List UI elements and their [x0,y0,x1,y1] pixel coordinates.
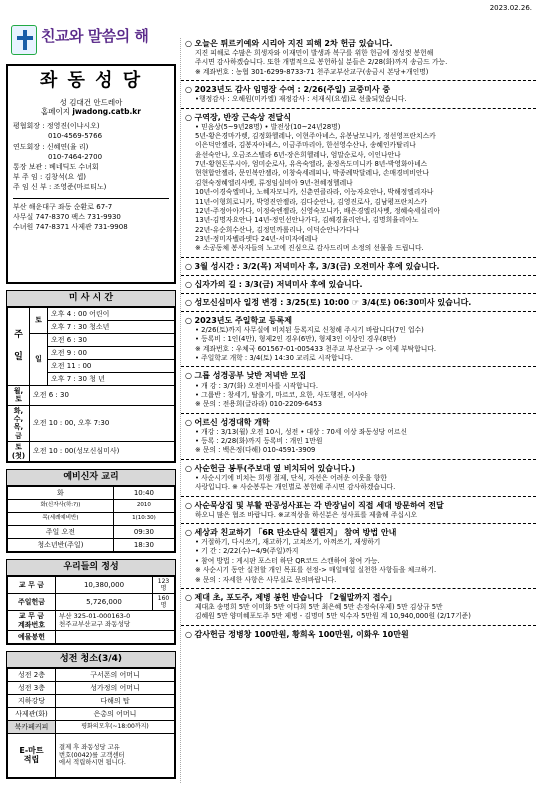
mass-time: 오전 9 : 00 [48,346,175,359]
weekday-time: 오전 10 : 00(성모신심미사) [30,442,175,462]
notice-line: ※ 사순시기 동안 실천할 개인 목표를 선정-> 매일매일 실천한 사항들을 체크하기. [195,566,437,575]
bulletin-header [6,22,206,58]
day-label: 토 [30,307,48,333]
weekday-label: 화,수, 목,금 [8,405,30,442]
notice-divider [181,293,536,294]
cleaning-group: 구서폰의 어머니 [56,668,175,681]
mass-time: 오후 7 : 30 청 년 [48,372,175,385]
notice-line: • 2/26(토)까지 사무실에 비치된 등록지로 신청해 주시기 바랍니다(7인 업수) [195,325,424,334]
class-time: 10:40 [113,486,174,499]
emart-info: 결제 후 좌동성당 고유 번호(0042)를 고객센터 에서 적립하시면 됩니다. [56,733,175,777]
notice-line: 주시면 감사하겠습니다. 또한 개별적으로 봉헌하실 분들은 2/28(화)까지 송금드 가능. [195,58,448,67]
class-time: 1(10:30) [113,512,174,525]
notice-title: ○ 사순묵상집 및 부활 판공성사표는 각 반장님이 직접 세대 방문하여 전달 [185,500,532,511]
notice-item [181,315,536,364]
notice-line: 하오니 많은 협조 바랍니다. ※교적상을 하신분은 성사표를 제출해 주십시오 [195,510,418,519]
notice-line: 7년-황현돈루시아, 엄미순로사, 유옥숙엘라, 윤정옥도미니카 8년-박영화아녜스 [195,160,428,169]
parish-info-box [6,64,176,284]
mass-times-section [6,290,176,463]
section-title: 성전 청소(3/4) [7,652,175,668]
notice-line: 지진 피해로 수많은 희생자와 이재민이 발생과 복구를 위한 헌금에 정성껏 봉헌해 [195,49,434,58]
notice-title: ○ 감사헌금 정병창 100만원, 황희옥 100만원, 이화우 10만원 [185,629,532,640]
notice-divider [181,496,536,497]
weekday-time: 오전 6 : 30 [30,385,175,405]
address-block [13,198,169,232]
notice-divider [181,459,536,460]
notice-line: • 등록비 : 1인(4만), 형제2인 경우(6만), 형제3인 이상인 경우(8만) [195,335,397,344]
notice-item [181,417,536,456]
notice-divider [181,311,536,312]
account-label: 교 무 금 계좌번호 [8,611,56,631]
cleaning-group: 은총의 어머니 [56,707,175,720]
offering-amount: 5,726,000 [56,593,153,610]
section-title: 우리들의 정성 [7,560,175,576]
notice-divider [181,80,536,81]
notice-divider [181,523,536,524]
left-column [6,64,176,779]
staff-line: 부 주 임 : 김창석(요 셉) [13,172,87,181]
notice-item [181,297,536,308]
notice-line: 이은덕안젤라, 김봉자아녜스, 이금주마리아, 한선영수산나, 송혜인카탈리나 [195,141,416,150]
notice-title: ○ 2023년도 감사 임명장 수여 : 2/26(주일) 교중미사 중 [185,84,532,95]
address-line: 수녀원 747-8371 사제관 731-9908 [13,223,128,232]
class-name: 화 [8,486,114,499]
bulletin-date: 2023.02.26. [489,4,532,12]
notice-item [181,629,536,640]
offering-count: 123명 [153,576,175,593]
notice-divider [181,366,536,367]
account-number: 부산 325-01-000163-0 천주교부산교구 좌동성당 [56,611,175,631]
notice-title: ○ 성모신심미사 일정 변경 : 3/25(토) 10:00 ☞ 3/4(토) 06:30미사 있습니다. [185,297,532,308]
notice-title: ○ 사순헌금 봉투(주보대 옆 비치되어 있습니다.) [185,463,532,474]
notice-title: ○ 3월 성시간 : 3/2(목) 저녁미사 후, 3/3(금) 오전미사 후에 있습니다. [185,261,532,272]
offering-label: 교 무 금 [8,576,56,593]
notice-line: ※ 계좌번호 : 우체국 601567-01-005433 천주교 부산교구 -> 이제 부탁합니다. [195,344,437,353]
notice-item [181,527,536,585]
cleaning-area: 지하강당 [8,694,56,707]
notice-line: 10년-이경숙엘비나, 노혜자모니카, 신춘연클라라, 이능자요안나, 박해정엘리자나 [195,188,434,197]
notice-line: 현현합안젤라, 문인복안젤라, 이창숙세레피나, 박종례막달레나, 손매경비비안나 [195,169,429,178]
notice-line: 22년-유순희수산나, 김정민까롤리나, 이덕순안나가다나 [195,225,360,234]
notice-title: ○ 제대 초, 포도주, 제병 봉헌 받습니다 「2월말까지 접수」 [185,592,532,603]
section-title: 예비신자 교리 [7,470,175,486]
catechumen-section [6,469,176,553]
notice-item [181,279,536,290]
notice-line: ※ 문의 : 전용희(글라라) 010-2209-6453 [195,400,322,409]
mass-time: 오후 4 : 00 어린이 [48,307,175,320]
notice-item [181,370,536,409]
staff-line: 주 임 신 부 : 조영준(마르티노) [13,182,107,191]
cross-logo-icon [11,25,37,55]
address-line: 부산 해운대구 좌동 순환로 67-7 [13,203,113,211]
notice-line: ※ 문의 : 백은정(다해) 010-4591-3909 [195,446,316,455]
homepage: 홈페이지 jwadong.catb.kr [40,106,141,116]
notice-item [181,592,536,622]
class-time: 2010 [113,499,174,512]
notice-line: 김현숙정혜엘리사벳, 류정임실비아 9년-천혜정헬레나 [195,178,353,187]
notice-line: ※ 계좌번호 : 농협 301-6299-8733-71 천주교부산교구(송금시 본당+개인명) [195,67,429,76]
mass-time: 오전 6 : 30 [48,333,175,346]
notice-line: • 개 강 : 3/7(화) 오전미사를 시작합니다. [195,381,319,390]
cleaning-table [7,668,175,778]
notices-column [180,38,536,783]
gift-label: 예물봉헌 [8,631,56,644]
notice-title: ○ 구역장, 반장 근속상 전달식 [185,112,532,123]
notice-line: ※ 문의 : 자세한 사항은 사무실로 문의바랍니다. [195,575,337,584]
cleaning-section [6,651,176,779]
staff-line: 010-4569-5766 [13,132,103,141]
notice-item [181,112,536,254]
staff-line: 010-7464-2700 [13,152,103,161]
notice-item [181,500,536,520]
emart-label: E-마트 적립 [8,733,56,777]
day-label: 일 [30,333,48,385]
parish-name: 좌 동 성 당 [39,70,143,91]
catechumen-table [7,486,175,552]
mass-time: 오후 7 : 30 청소년 [48,320,175,333]
class-time: 09:30 [113,525,174,538]
notice-line: • 참여 방법 : 게시판 포스터 하단 QR코드 스캔하여 참여 가능. [195,556,380,565]
weekday-time: 오전 10 : 00, 오후 7:30 [30,405,175,442]
class-name: 목(세례예비반) [8,512,114,525]
notice-divider [181,257,536,258]
notice-line: • 주일학교 개학 : 3/4(토) 14:30 교리로 시작합니다. [195,354,353,363]
notice-divider [181,413,536,414]
notice-title: ○ 십자가의 길 : 3/3(금) 저녁미사 후에 있습니다. [185,279,532,290]
class-name: 화(신자사(하:?)) [8,499,114,512]
offering-count: 160명 [153,593,175,610]
notice-line: 12년-주정아아가다, 이정숙엔젤라, 신영숙모니카, 배은경엘리사벳, 정혜숙세실리아 [195,206,441,215]
notice-title: ○ 세상과 친교하기 「6R 탄소단식 챌린지」 참여 방법 안내 [185,527,532,538]
notice-title: ○ 어르신 성경대학 개학 [185,417,532,428]
notice-divider [181,625,536,626]
notice-line: • 거절하기, 다시쓰기, 재고하기, 고쳐쓰기, 아껴쓰기, 재생하기 [195,538,381,546]
notice-line: 김혜원 5만 양미혜포도주 5만 제병 - 김명미 5만 익수자 5만원 계 10,940,000원 (2/17기준) [195,612,471,621]
class-time: 18:30 [113,538,174,551]
notice-item [181,84,536,104]
mass-times-table [7,307,175,462]
notice-line: 윤선숙안나, 오금조스텔라 6년-장은희헬레나, 엄말순로사, 이인나안나 [195,150,401,159]
notice-line: 제대초 송명희 5만 이미화 5만 이다희 5만 최은혜 5만 손정숙(우제) 5만 김상규 5만 [195,602,443,611]
notice-line: 5년-황은경마가렛, 김정화헬레나, 이현주아녜스, 유봉남모니카, 정선영프란치스카 [195,131,436,140]
notice-line: ※ 소공동체 봉사자들의 노고에 진심으로 감사드리며 소정의 선물을 드립니다. [195,244,424,253]
address-line: 사무실 747-8370 팩스 731-9930 [13,213,121,222]
notice-line: 13년-김명자요안나 14년-정인선안나가다, 김혜경율리안나, 김명희율리아노 [195,216,419,225]
notice-line: • 그룹반 : 창세기, 탈출기, 마르코, 요한, 사도행전, 이사야 [195,390,368,399]
staff-line: 연도회장 : 신혜연(율 리) [13,142,89,151]
weekday-label: 월,토 [8,385,30,405]
notice-line: 23년-정미자벨라뎃다 24년-서미자에레나 [195,235,318,244]
notice-divider [181,588,536,589]
sunday-label: 주 일 [8,307,30,385]
patron-saint: 성 김대건 안드레아 [59,97,123,107]
staff-line: 평협회장 : 정영진(이냐시오) [13,122,100,131]
notice-line: • 사순시기에 비치는 희생 절제, 단식, 자선은 어려운 이웃을 향한 [195,473,387,482]
notice-item [181,261,536,272]
notice-line: • 개강 : 3/13(월) 오전 10시, 성전 • 대상 : 70세 이상 좌동성당 어르신 [195,427,408,436]
section-title: 미 사 시 간 [7,291,175,307]
staff-line: 통장 보관 : 베네딕도 수녀회 [13,162,99,171]
notice-divider [181,108,536,109]
notice-line: • 믿음상(5~9년28명) • 발전상(10~24년28명) [195,122,341,131]
notice-line: 11년-이형희로니카, 박영진안젤라, 김다순안나, 김영진로사, 김남평프란치스카 [195,197,427,206]
notice-item [181,463,536,493]
notice-line: 사랑입니다. ※ 사순봉투는 개인별로 봉헌해 주시면 감사하겠습니다. [195,483,396,492]
notice-item [181,38,536,77]
notice-title: ○ 2023년도 주일학교 등록제 [185,315,532,326]
offering-label: 주일헌금 [8,593,56,610]
cleaning-group: 다해의 탑 [56,694,175,707]
offering-table [7,576,175,645]
homepage-link[interactable]: jwadong.catb.kr [72,106,141,116]
notice-line: • 기 간 : 2/22(수)~4/9(주일)까지 [195,547,299,556]
mass-time: 오전 11 : 00 [48,359,175,372]
weekday-label: 토(첫) [8,442,30,462]
staff-list [13,122,169,192]
cleaning-area: 사제관(화) [8,707,56,720]
cleaning-area: 성전 3층 [8,681,56,694]
notice-title: ○ 그룹 성경공부 낮반 저녁반 모집 [185,370,532,381]
notice-title: ○ 오늘은 튀르키예와 시리아 지진 피해 2차 헌금 있습니다. [185,38,532,49]
cleaning-group: 성가정의 어머니 [56,681,175,694]
notice-line: •행정감사 : 오해원(미카엘) 재정감사 : 서재식(요셉)로 선출되었습니다. [195,95,407,104]
offering-section [6,559,176,645]
offering-amount: 10,380,000 [56,576,153,593]
cleaning-area: 북카페커피 [8,720,56,733]
cleaning-group: 평화의모후(~18:00까지) [56,720,175,733]
notice-line: • 등록 : 2/28(화)까지 등록비 : 개인 1만원 [195,437,323,446]
class-name: 청소년반(주일) [8,538,114,551]
year-theme-title: 친교와 말씀의 해 [41,27,149,45]
class-name: 주일 오전 [8,525,114,538]
cleaning-area: 성전 2층 [8,668,56,681]
notice-divider [181,275,536,276]
